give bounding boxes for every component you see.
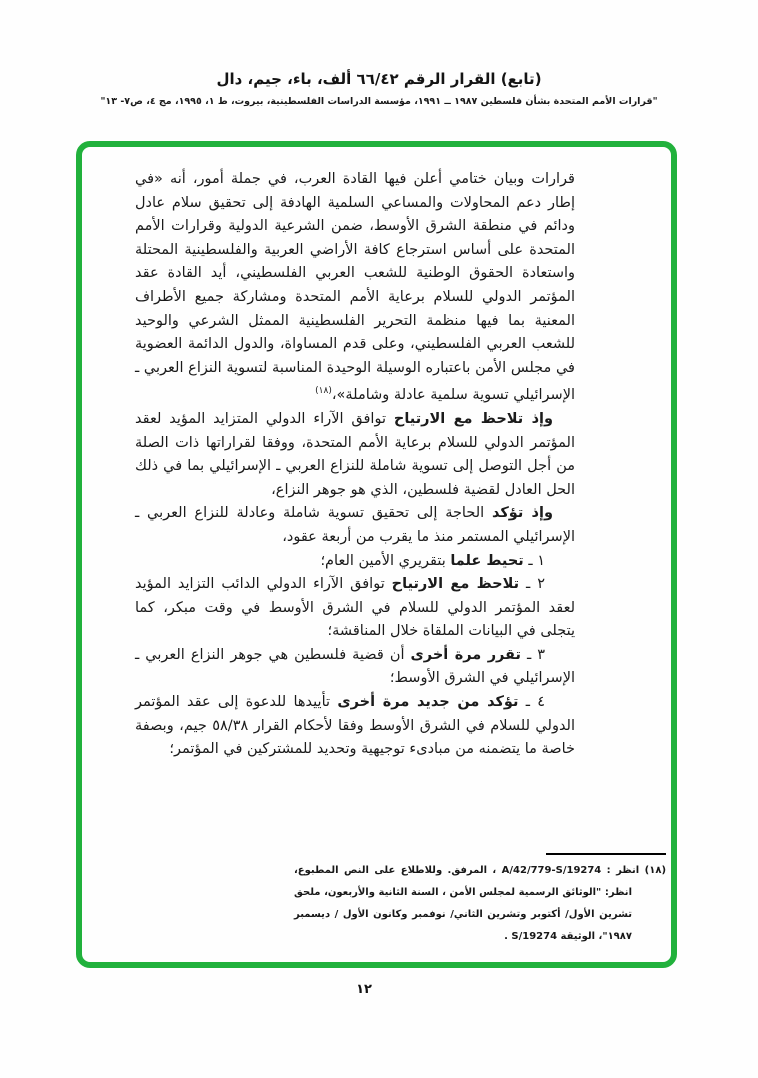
paragraph-lead: وإذ تؤكد bbox=[491, 505, 553, 522]
paragraph-number: ٢ ـ bbox=[519, 576, 545, 593]
paragraph-preamble-stressing bbox=[135, 502, 575, 549]
footnote-reference: (١٨) bbox=[315, 386, 332, 397]
operative-paragraph-3 bbox=[135, 644, 575, 691]
paragraph-text: أن قضية فلسطين هي جوهر النزاع العربي ـ الإسرائيلي في الشرق الأوسط؛ bbox=[135, 646, 575, 687]
operative-paragraph-1 bbox=[135, 550, 575, 574]
paragraph-text: قرارات وبيان ختامي أعلن فيها القادة العرب، في جملة أمور، أنه «في إطار دعم المحاولات والمساعي السلمية الهادفة إلى تحقيق سلام عادل ودائم في منطقة الشرق الأوسط، ضمن الشرعية الدولية وقرارات الأمم المتحدة على أساس استرجاع كافة الأراضي العربية والفلسطينية المحتلة واستعادة الحقوق الوطنية للشعب العربي الفلسطيني، أيد القادة عقد المؤتمر الدولي للسلام برعاية الأمم المتحدة ومشاركة جميع الأطراف المعنية بما فيها منظمة التحرير الفلسطينية الممثل الشرعي والوحيد للشعب العربي الفلسطيني، وعلى قدم المساواة، والدول الدائمة العضوية في مجلس الأمن باعتباره الوسيلة الوحيدة المناسبة لتسوية النزاع العربي ـ الإسرائيلي تسوية سلمية عادلة وشاملة»، bbox=[135, 171, 575, 404]
operative-paragraph-2 bbox=[135, 573, 575, 644]
footnote-text: انظر : A/42/779-S/19274 ، المرفق. وللاطلاع على النص المطبوع، انظر: "الوثائق الرسمية لمجلس الأمن ، السنة الثانية والأربعون، ملحق تشرين الأول/ أكتوبر وتشرين الثاني/ نوفمبر وكانون الأول / ديسمبر ١٩٨٧"، الوثيقة S/19274 . bbox=[294, 865, 645, 942]
paragraph-text: بتقريري الأمين العام؛ bbox=[320, 552, 451, 569]
resolution-title: (تابع) القرار الرقم ٦٦/٤٢ ألف، باء، جيم، دال bbox=[216, 70, 542, 88]
source-citation: "قرارات الأمم المتحدة بشأن فلسطين ١٩٨٧ ــ ١٩٩١، مؤسسة الدراسات الفلسطينية، بيروت، ط ١، ١٩٩٥، مج ٤، ص٧- ١٣" bbox=[100, 96, 658, 107]
paragraph-text: الحاجة إلى تحقيق تسوية شاملة وعادلة للنزاع العربي ـ الإسرائيلي المستمر منذ ما يقرب من أربعة عقود، bbox=[135, 505, 575, 545]
paragraph-lead: وإذ تلاحظ مع الارتياح bbox=[393, 410, 553, 427]
paragraph-preamble-noting bbox=[135, 408, 575, 502]
paragraph-text: تأييدها للدعوة إلى عقد المؤتمر الدولي للسلام في الشرق الأوسط وفقا لأحكام القرار ٥٨/٣٨ جيم، وبصفة خاصة ما يتضمنه من مبادىء توجيهية وتحديد للمشتركين في المؤتمر؛ bbox=[135, 694, 575, 758]
resolution-body bbox=[135, 168, 575, 762]
operative-paragraph-4 bbox=[135, 691, 575, 762]
page-header bbox=[0, 70, 758, 107]
footnote bbox=[294, 860, 666, 948]
page-number: ١٢ bbox=[356, 982, 372, 997]
paragraph-text: توافق الآراء الدولي المتزايد المؤيد لعقد المؤتمر الدولي للسلام برعاية الأمم المتحدة، ووفقا لقراراتها ذات الصلة من أجل التوصل إلى تسوية شاملة للنزاع العربي ـ الإسرائيلي بما في ذلك الحل العادل لقضية فلسطين، الذي هو جوهر النزاع، bbox=[135, 410, 575, 498]
paragraph-lead: تقرر مرة أخرى bbox=[410, 646, 521, 663]
footnote-separator bbox=[546, 853, 666, 855]
paragraph-number: ٤ ـ bbox=[518, 694, 546, 711]
paragraph-number: ٣ ـ bbox=[520, 646, 546, 663]
paragraph-lead: تلاحظ مع الارتياح bbox=[391, 576, 520, 593]
paragraph-lead: تحيط علما bbox=[450, 552, 524, 569]
paragraph-lead: تؤكد من جديد مرة أخرى bbox=[337, 694, 519, 711]
paragraph-preamble-continuation bbox=[135, 168, 575, 408]
paragraph-text: توافق الآراء الدولي الدائب التزايد المؤيد لعقد المؤتمر الدولي للسلام في الشرق الأوسط في وقت مبكر، كما يتجلى في البيانات الملقاة خلال المناقشة؛ bbox=[135, 576, 575, 640]
footnote-marker: (١٨) bbox=[644, 865, 667, 876]
paragraph-number: ١ ـ bbox=[523, 552, 545, 569]
